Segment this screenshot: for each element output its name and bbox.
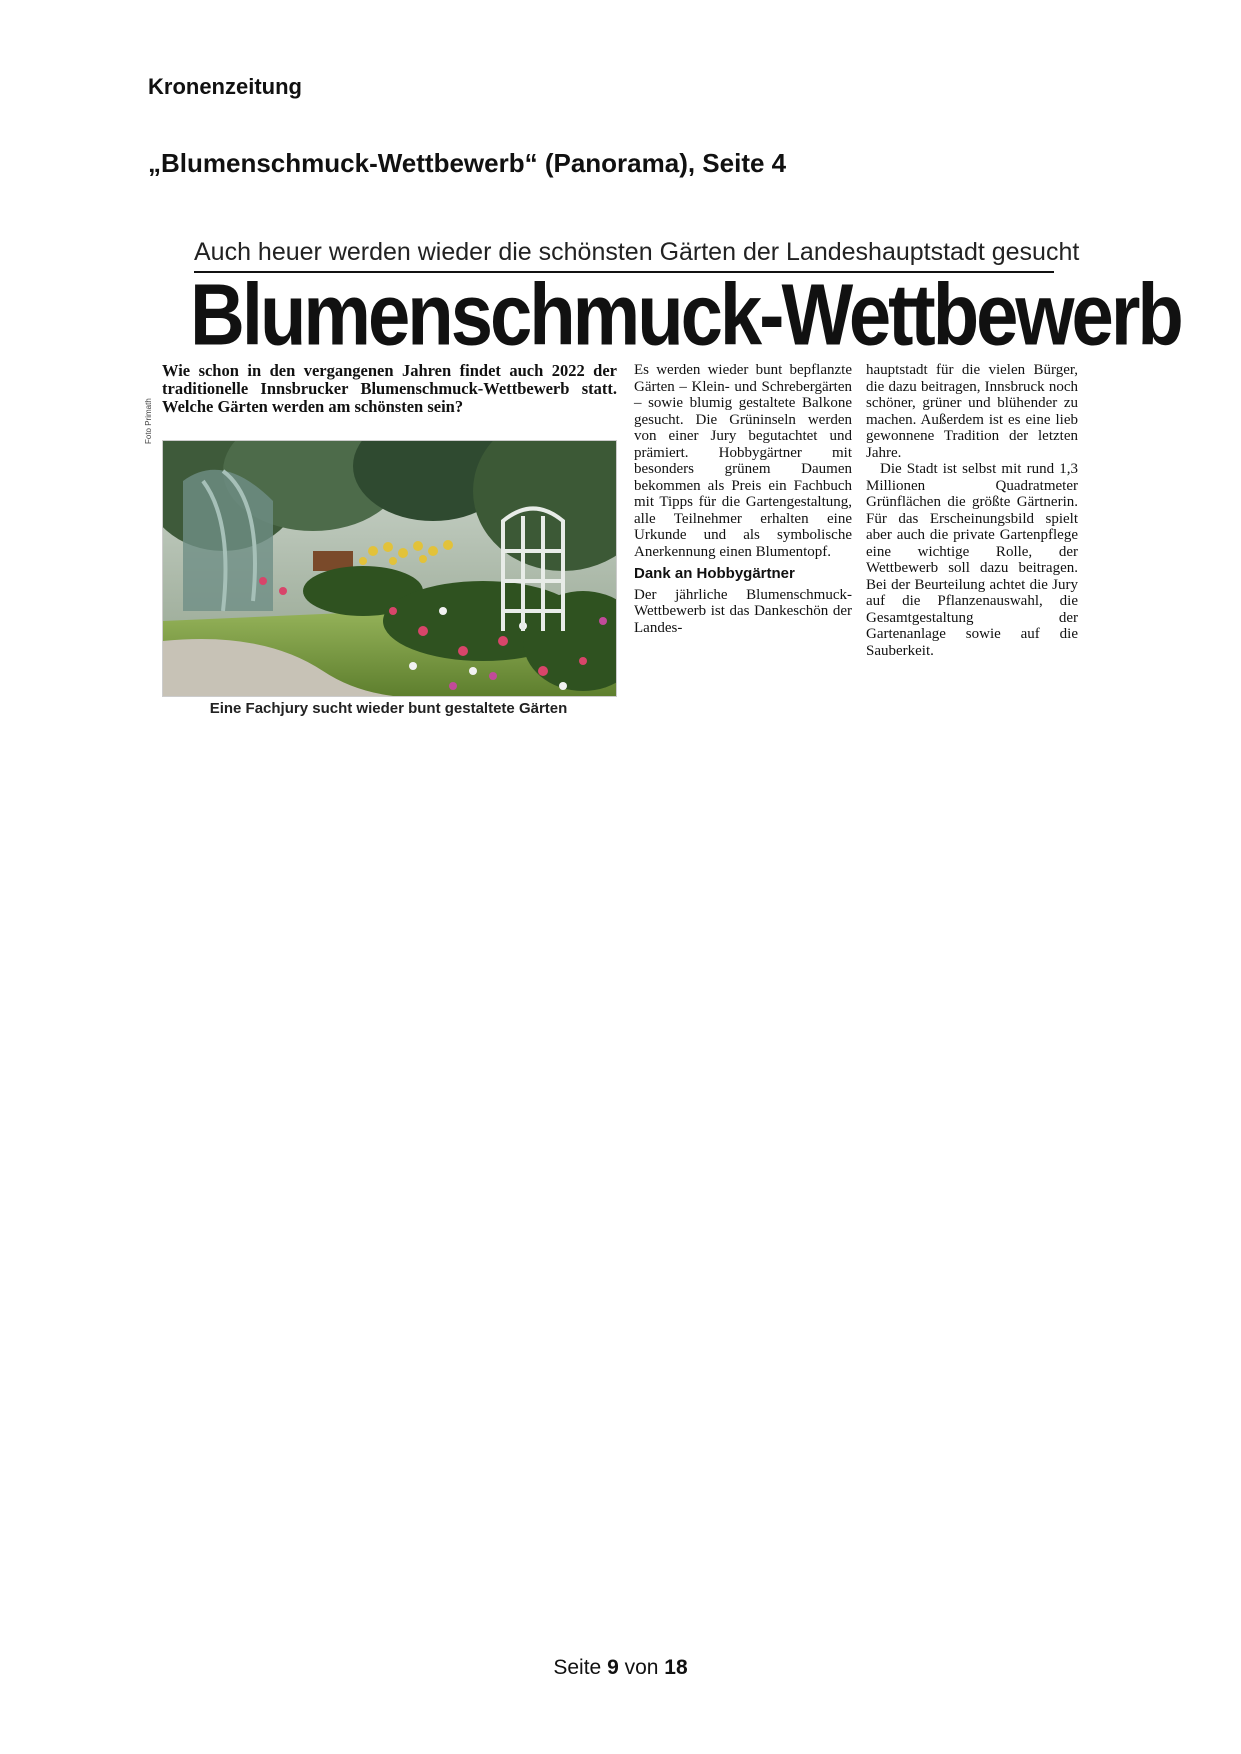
page-middle: von xyxy=(624,1656,659,1679)
total-pages: 18 xyxy=(664,1656,688,1679)
page-number xyxy=(0,1656,1241,1680)
source-name: Kronenzeitung xyxy=(148,74,302,99)
paragraph: Es werden wieder bunt bepflanzte Gärten – Klein- und Schrebergärten – sowie blumig gestaltete Balkone gesucht. Die Grüninseln werden von einer Jury begutachtet und prämiert. Hobbygärtner mit besonders grünem Daumen bekommen als Preis ein Fachbuch mit Tipps für die Gartengestaltung, alle Teilnehmer erhalten eine Urkunde und als symbolische Anerkennung einen Blumentopf. xyxy=(634,362,852,560)
article-headline: Blumenschmuck-Wettbewerb xyxy=(190,266,1181,364)
article-kicker: Auch heuer werden wieder die schönsten Gärten der Landeshauptstadt gesucht xyxy=(194,238,1054,273)
article-column-1 xyxy=(634,362,852,636)
article-lead: Wie schon in den vergangenen Jahren findet auch 2022 der traditionelle Innsbrucker Blumenschmuck-Wettbewerb statt. Welche Gärten werden am schönsten sein? xyxy=(162,361,617,416)
photo-caption: Eine Fachjury sucht wieder bunt gestaltete Gärten xyxy=(209,700,568,717)
photo-credit: Foto Primath xyxy=(144,398,153,444)
article-subheading: Dank an Hobbygärtner xyxy=(634,565,795,582)
newspaper-clipping xyxy=(144,230,1181,730)
document-title: „Blumenschmuck-Wettbewerb“ (Panorama), Seite 4 xyxy=(148,148,787,178)
paragraph: Der jährliche Blumenschmuck-Wettbewerb ist das Dankeschön der Landes- xyxy=(634,586,852,636)
page-prefix: Seite xyxy=(553,1656,602,1679)
current-page: 9 xyxy=(607,1656,619,1679)
paragraph: Die Stadt ist selbst mit rund 1,3 Millionen Quadratmeter Grünflächen die größte Gärtnerin. Für das Erscheinungsbild spielt aber auch die private Gartenpflege eine wichtige Rolle, der Wettbewerb soll dazu beitragen. Bei der Beurteilung achtet die Jury auf die Pflanzenauswahl, die Gesamtgestaltung der Gartenanlage sowie auf die Sauberkeit. xyxy=(866,461,1078,659)
paragraph: hauptstadt für die vielen Bürger, die dazu beitragen, Innsbruck noch schöner, grüner und blühender zu machen. Außerdem ist es eine lieb gewonnene Tradition der letzten Jahre. xyxy=(866,362,1078,461)
article-column-2 xyxy=(866,362,1078,659)
garden-photo xyxy=(162,440,617,697)
